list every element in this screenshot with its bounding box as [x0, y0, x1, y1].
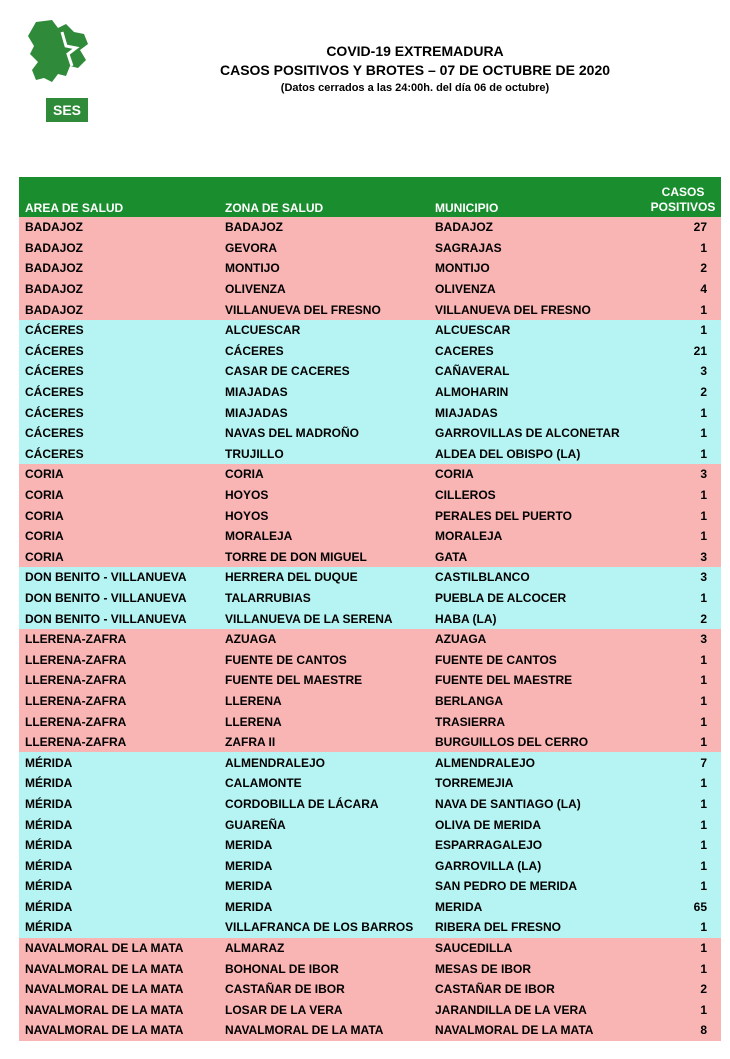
cell-area: CÁCERES: [19, 341, 219, 362]
cell-municipio: GARROVILLAS DE ALCONETAR: [429, 423, 639, 444]
cell-area: MÉRIDA: [19, 835, 219, 856]
cell-municipio: MIAJADAS: [429, 402, 639, 423]
cell-area: MÉRIDA: [19, 794, 219, 815]
cell-area: NAVALMORAL DE LA MATA: [19, 1020, 219, 1041]
table-row: [19, 773, 721, 794]
column-header-municipio: MUNICIPIO: [429, 177, 639, 217]
cell-area: BADAJOZ: [19, 217, 219, 238]
cell-casos: 2: [639, 258, 721, 279]
cell-zona: OLIVENZA: [219, 279, 429, 300]
cell-municipio: CASTILBLANCO: [429, 567, 639, 588]
cell-area: DON BENITO - VILLANUEVA: [19, 588, 219, 609]
cell-casos: 1: [639, 814, 721, 835]
table-row: [19, 876, 721, 897]
cell-area: LLERENA-ZAFRA: [19, 691, 219, 712]
cell-area: CORIA: [19, 526, 219, 547]
table-row: [19, 526, 721, 547]
cell-casos: 65: [639, 897, 721, 918]
cell-zona: HERRERA DEL DUQUE: [219, 567, 429, 588]
cell-casos: 1: [639, 320, 721, 341]
cell-zona: TORRE DE DON MIGUEL: [219, 547, 429, 568]
header-title: COVID-19 EXTREMADURA: [326, 43, 504, 59]
cell-casos: 1: [639, 649, 721, 670]
cell-casos: 1: [639, 855, 721, 876]
cell-zona: ALMENDRALEJO: [219, 752, 429, 773]
column-header-casos-line1: CASOS: [661, 185, 705, 199]
cell-area: CÁCERES: [19, 320, 219, 341]
cell-casos: 27: [639, 217, 721, 238]
cell-casos: 1: [639, 588, 721, 609]
cell-area: LLERENA-ZAFRA: [19, 711, 219, 732]
table-row: [19, 217, 721, 238]
cell-casos: 3: [639, 361, 721, 382]
cell-zona: BOHONAL DE IBOR: [219, 958, 429, 979]
cell-municipio: OLIVA DE MERIDA: [429, 814, 639, 835]
cell-zona: VILLANUEVA DEL FRESNO: [219, 299, 429, 320]
cell-zona: MONTIJO: [219, 258, 429, 279]
cell-area: NAVALMORAL DE LA MATA: [19, 1000, 219, 1021]
header-note: (Datos cerrados a las 24:00h. del día 06 de octubre): [280, 82, 550, 94]
cell-zona: FUENTE DEL MAESTRE: [219, 670, 429, 691]
cell-zona: MERIDA: [219, 835, 429, 856]
cell-area: MÉRIDA: [19, 855, 219, 876]
cell-area: CÁCERES: [19, 402, 219, 423]
table-row: [19, 423, 721, 444]
cell-casos: 1: [639, 670, 721, 691]
cell-municipio: JARANDILLA DE LA VERA: [429, 1000, 639, 1021]
cell-zona: AZUAGA: [219, 629, 429, 650]
table-row: [19, 444, 721, 465]
cell-zona: VILLAFRANCA DE LOS BARROS: [219, 917, 429, 938]
cell-zona: MERIDA: [219, 855, 429, 876]
cell-zona: LLERENA: [219, 691, 429, 712]
cell-municipio: TORREMEJIA: [429, 773, 639, 794]
cell-casos: 1: [639, 402, 721, 423]
cell-municipio: ESPARRAGALEJO: [429, 835, 639, 856]
column-header-casos: [639, 177, 721, 217]
table-row: [19, 567, 721, 588]
cell-municipio: VILLANUEVA DEL FRESNO: [429, 299, 639, 320]
document-header: [100, 42, 730, 96]
cell-area: NAVALMORAL DE LA MATA: [19, 979, 219, 1000]
table-row: [19, 938, 721, 959]
cell-municipio: FUENTE DEL MAESTRE: [429, 670, 639, 691]
cell-area: BADAJOZ: [19, 238, 219, 259]
cell-municipio: ALMOHARIN: [429, 382, 639, 403]
cell-zona: GUAREÑA: [219, 814, 429, 835]
cell-municipio: MESAS DE IBOR: [429, 958, 639, 979]
cell-area: CORIA: [19, 464, 219, 485]
cell-municipio: MORALEJA: [429, 526, 639, 547]
cell-casos: 3: [639, 547, 721, 568]
table-row: [19, 361, 721, 382]
table-row: [19, 485, 721, 506]
cell-casos: 2: [639, 382, 721, 403]
cell-area: DON BENITO - VILLANUEVA: [19, 608, 219, 629]
extremadura-map-icon: [22, 18, 94, 108]
table-row: [19, 238, 721, 259]
header-subtitle: CASOS POSITIVOS Y BROTES – 07 DE OCTUBRE DE 2020: [219, 62, 611, 78]
cell-municipio: MONTIJO: [429, 258, 639, 279]
table-row: [19, 855, 721, 876]
cell-casos: 1: [639, 691, 721, 712]
table-row: [19, 608, 721, 629]
cell-municipio: PUEBLA DE ALCOCER: [429, 588, 639, 609]
cell-municipio: GATA: [429, 547, 639, 568]
cell-casos: 1: [639, 1000, 721, 1021]
cell-casos: 1: [639, 238, 721, 259]
cell-casos: 1: [639, 794, 721, 815]
cell-municipio: CORIA: [429, 464, 639, 485]
cell-casos: 3: [639, 464, 721, 485]
cell-zona: CASTAÑAR DE IBOR: [219, 979, 429, 1000]
cell-area: NAVALMORAL DE LA MATA: [19, 938, 219, 959]
cell-area: CORIA: [19, 505, 219, 526]
cell-casos: 1: [639, 835, 721, 856]
cases-table: [19, 177, 721, 1041]
cell-casos: 1: [639, 732, 721, 753]
cell-zona: VILLANUEVA DE LA SERENA: [219, 608, 429, 629]
cell-zona: MIAJADAS: [219, 402, 429, 423]
cell-casos: 1: [639, 505, 721, 526]
cell-municipio: CILLEROS: [429, 485, 639, 506]
cell-zona: MIAJADAS: [219, 382, 429, 403]
cell-zona: LLERENA: [219, 711, 429, 732]
cell-municipio: OLIVENZA: [429, 279, 639, 300]
cell-area: BADAJOZ: [19, 299, 219, 320]
cell-area: MÉRIDA: [19, 876, 219, 897]
cell-zona: NAVALMORAL DE LA MATA: [219, 1020, 429, 1041]
cell-zona: CORIA: [219, 464, 429, 485]
cell-area: DON BENITO - VILLANUEVA: [19, 567, 219, 588]
cell-area: MÉRIDA: [19, 917, 219, 938]
cell-zona: MERIDA: [219, 876, 429, 897]
cell-zona: FUENTE DE CANTOS: [219, 649, 429, 670]
cell-municipio: FUENTE DE CANTOS: [429, 649, 639, 670]
column-header-area: AREA DE SALUD: [19, 177, 219, 217]
cell-casos: 2: [639, 979, 721, 1000]
table-row: [19, 505, 721, 526]
cell-area: LLERENA-ZAFRA: [19, 649, 219, 670]
cell-municipio: ALCUESCAR: [429, 320, 639, 341]
ses-logo-text: SES: [46, 98, 88, 122]
table-row: [19, 299, 721, 320]
cell-municipio: SAUCEDILLA: [429, 938, 639, 959]
cell-municipio: NAVA DE SANTIAGO (LA): [429, 794, 639, 815]
table-row: [19, 341, 721, 362]
cell-area: CORIA: [19, 485, 219, 506]
cell-casos: 3: [639, 629, 721, 650]
cell-area: MÉRIDA: [19, 897, 219, 918]
cell-casos: 1: [639, 917, 721, 938]
cell-zona: MORALEJA: [219, 526, 429, 547]
cell-municipio: GARROVILLA (LA): [429, 855, 639, 876]
column-header-zona: ZONA DE SALUD: [219, 177, 429, 217]
cell-zona: TRUJILLO: [219, 444, 429, 465]
cell-municipio: ALMENDRALEJO: [429, 752, 639, 773]
cell-municipio: BURGUILLOS DEL CERRO: [429, 732, 639, 753]
cell-area: MÉRIDA: [19, 752, 219, 773]
cell-municipio: SAGRAJAS: [429, 238, 639, 259]
cell-area: CÁCERES: [19, 382, 219, 403]
cell-area: NAVALMORAL DE LA MATA: [19, 958, 219, 979]
table-row: [19, 1020, 721, 1041]
cell-zona: MERIDA: [219, 897, 429, 918]
cell-municipio: AZUAGA: [429, 629, 639, 650]
cell-municipio: BADAJOZ: [429, 217, 639, 238]
cell-zona: CÁCERES: [219, 341, 429, 362]
table-row: [19, 629, 721, 650]
cell-casos: 1: [639, 958, 721, 979]
table-row: [19, 382, 721, 403]
cell-zona: BADAJOZ: [219, 217, 429, 238]
cell-municipio: MERIDA: [429, 897, 639, 918]
cell-municipio: ALDEA DEL OBISPO (LA): [429, 444, 639, 465]
cell-municipio: PERALES DEL PUERTO: [429, 505, 639, 526]
cell-municipio: NAVALMORAL DE LA MATA: [429, 1020, 639, 1041]
cell-municipio: SAN PEDRO DE MERIDA: [429, 876, 639, 897]
cell-casos: 1: [639, 423, 721, 444]
cell-municipio: RIBERA DEL FRESNO: [429, 917, 639, 938]
table-row: [19, 979, 721, 1000]
cell-area: MÉRIDA: [19, 773, 219, 794]
cell-zona: CORDOBILLA DE LÁCARA: [219, 794, 429, 815]
cell-area: BADAJOZ: [19, 258, 219, 279]
cell-municipio: BERLANGA: [429, 691, 639, 712]
cell-area: CÁCERES: [19, 361, 219, 382]
cell-area: CORIA: [19, 547, 219, 568]
cell-casos: 1: [639, 876, 721, 897]
cell-municipio: CAÑAVERAL: [429, 361, 639, 382]
table-row: [19, 279, 721, 300]
cell-casos: 1: [639, 299, 721, 320]
cell-zona: CASAR DE CACERES: [219, 361, 429, 382]
table-row: [19, 752, 721, 773]
cell-casos: 4: [639, 279, 721, 300]
cell-casos: 1: [639, 711, 721, 732]
ses-logo: [22, 18, 94, 118]
cell-zona: HOYOS: [219, 505, 429, 526]
cell-zona: ALCUESCAR: [219, 320, 429, 341]
cell-zona: CALAMONTE: [219, 773, 429, 794]
table-row: [19, 732, 721, 753]
table-row: [19, 691, 721, 712]
cell-area: MÉRIDA: [19, 814, 219, 835]
cell-municipio: CASTAÑAR DE IBOR: [429, 979, 639, 1000]
table-row: [19, 917, 721, 938]
cell-municipio: CACERES: [429, 341, 639, 362]
cell-casos: 1: [639, 938, 721, 959]
table-row: [19, 835, 721, 856]
cell-casos: 8: [639, 1020, 721, 1041]
cell-zona: HOYOS: [219, 485, 429, 506]
cell-casos: 1: [639, 444, 721, 465]
table-row: [19, 958, 721, 979]
table-header-row: [19, 177, 721, 217]
cell-municipio: TRASIERRA: [429, 711, 639, 732]
cell-area: CÁCERES: [19, 444, 219, 465]
cell-casos: 3: [639, 567, 721, 588]
cell-casos: 21: [639, 341, 721, 362]
cell-casos: 2: [639, 608, 721, 629]
table-row: [19, 794, 721, 815]
cell-casos: 7: [639, 752, 721, 773]
cell-area: LLERENA-ZAFRA: [19, 670, 219, 691]
table-row: [19, 670, 721, 691]
cell-area: LLERENA-ZAFRA: [19, 732, 219, 753]
cell-casos: 1: [639, 485, 721, 506]
table-row: [19, 711, 721, 732]
cell-zona: ZAFRA II: [219, 732, 429, 753]
cell-casos: 1: [639, 526, 721, 547]
table-row: [19, 258, 721, 279]
table-row: [19, 402, 721, 423]
cell-area: LLERENA-ZAFRA: [19, 629, 219, 650]
cell-zona: TALARRUBIAS: [219, 588, 429, 609]
table-row: [19, 464, 721, 485]
cell-zona: GEVORA: [219, 238, 429, 259]
cell-zona: ALMARAZ: [219, 938, 429, 959]
cell-casos: 1: [639, 773, 721, 794]
cell-area: BADAJOZ: [19, 279, 219, 300]
cell-municipio: HABA (LA): [429, 608, 639, 629]
table-row: [19, 814, 721, 835]
table-row: [19, 897, 721, 918]
table-row: [19, 1000, 721, 1021]
table-row: [19, 588, 721, 609]
cell-zona: NAVAS DEL MADROÑO: [219, 423, 429, 444]
table-row: [19, 547, 721, 568]
table-row: [19, 320, 721, 341]
column-header-casos-line2: POSITIVOS: [650, 200, 716, 214]
cell-area: CÁCERES: [19, 423, 219, 444]
table-row: [19, 649, 721, 670]
cell-zona: LOSAR DE LA VERA: [219, 1000, 429, 1021]
